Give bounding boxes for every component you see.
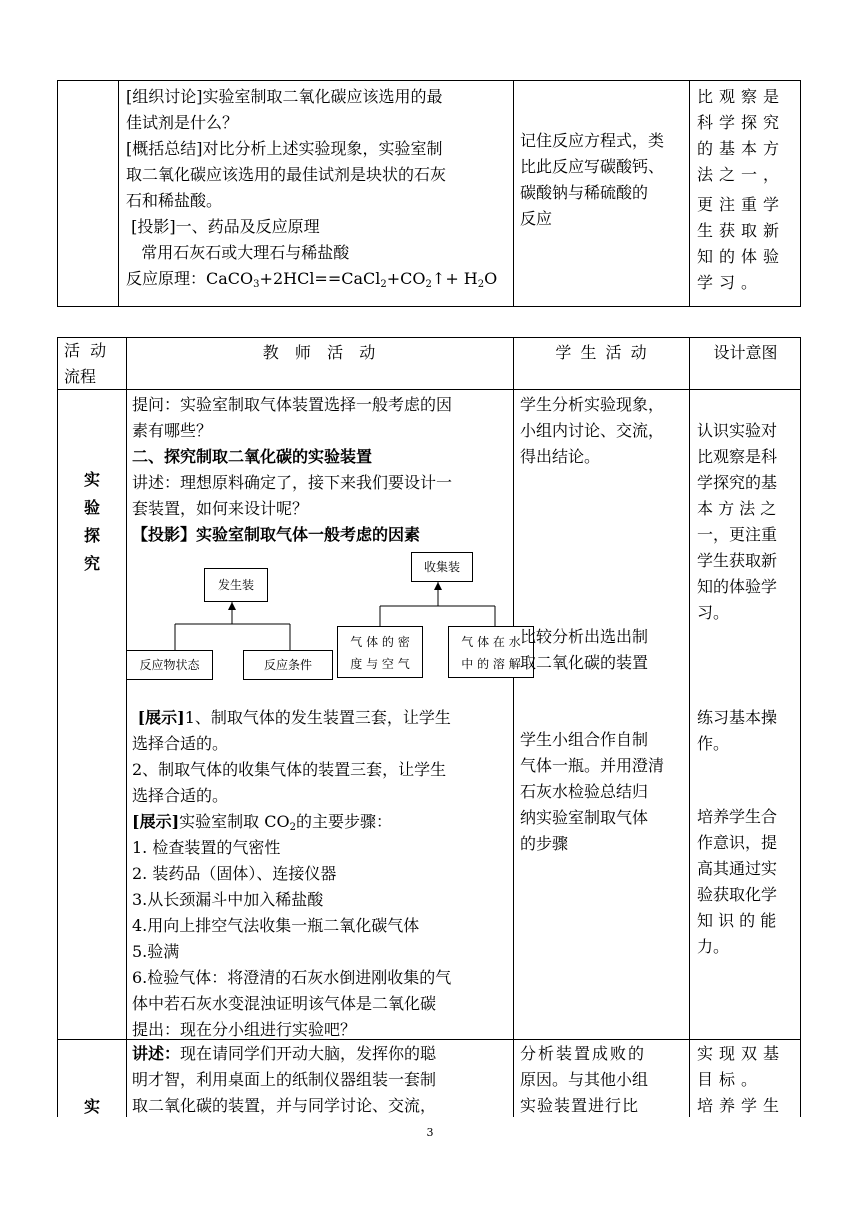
box-line: 气 体 在 水 — [461, 635, 521, 649]
text-line: 一，更注重 — [697, 525, 778, 544]
text-line: 培养学生 — [697, 1096, 786, 1115]
box-line: 气 体 的 密 — [350, 635, 410, 649]
header-flow-line: 活 动 — [64, 341, 107, 360]
reactant-state-box: 反应物状态 — [126, 650, 213, 680]
text-line: 取二氧化碳的装置，并与同学讨论、交流， — [132, 1096, 437, 1115]
text-line: 分析装置成败的 — [520, 1044, 647, 1063]
text-line: 实验装置进行比 — [520, 1096, 640, 1115]
text-line: 选择合适的。 — [132, 786, 229, 805]
text-line: 培养学生合 — [697, 807, 778, 826]
text-line: 3.从长颈漏斗中加入稀盐酸 — [132, 890, 324, 909]
text-line: 比较分析出选出制 — [520, 627, 649, 646]
text-line: 气体一瓶。并用澄清 — [520, 756, 665, 775]
student-activity-a — [520, 392, 688, 470]
teacher-activity-bottom — [132, 705, 512, 1043]
text-line: 常用石灰石或大理石与稀盐酸 — [126, 243, 350, 262]
text-line: 讲述：理想原料确定了，接下来我们要设计一 — [132, 473, 453, 492]
box-line: 中 的 溶 解 — [461, 657, 521, 671]
text-line: 反应 — [520, 209, 553, 228]
text-line: 碳酸钠与稀硫酸的 — [520, 183, 649, 202]
text-line: 学生分析实验现象， — [520, 395, 665, 414]
text-line: 2. 装药品（固体）、连接仪器 — [132, 864, 337, 883]
text-line: [投影]一、药品及反应原理 — [126, 217, 320, 236]
text-line: 提问：实验室制取气体装置选择一般考虑的因 — [132, 395, 453, 414]
header-flow-line: 流程 — [64, 367, 97, 386]
text-line: 提出：现在分小组进行实验吧？ — [132, 1020, 357, 1039]
text-line: 作。 — [697, 734, 730, 753]
text-line: 法之一， — [697, 165, 786, 184]
text-line: 讲述：现在请同学们开动大脑，发挥你的聪 — [132, 1044, 437, 1063]
text-line: 科学探究 — [697, 113, 786, 132]
text-line: 本 方 法 之 — [697, 499, 777, 518]
text-line: 得出结论。 — [520, 447, 601, 466]
stage-char: 探 — [83, 526, 100, 545]
text-line: 套装置，如何来设计呢？ — [132, 499, 309, 518]
gas-density-box — [337, 626, 423, 678]
text-line: 比观察是 — [697, 87, 786, 106]
text-line: 6.检验气体：将澄清的石灰水倒进刚收集的气 — [132, 968, 452, 987]
text-line: 比观察是科 — [697, 447, 778, 466]
header-teacher: 教 师 活 动 — [262, 343, 378, 362]
reaction-equation: 反应原理：$CaCO_3+2HCl==CaCl_2+CO_2↑+ H_2O$ — [126, 269, 498, 290]
text-line: 取二氧化碳应该选用的最佳试剂是块状的石灰 — [126, 165, 447, 184]
teacher-activity-cell — [126, 84, 510, 292]
text-line: 比此反应写碳酸钙、 — [520, 157, 665, 176]
text-line: 目标。 — [697, 1070, 764, 1089]
text-line: 原因。与其他小组 — [520, 1070, 649, 1089]
text-line: 验获取化学 — [697, 885, 778, 904]
text-line: [概括总结]对比分析上述实验现象，实验室制 — [126, 139, 443, 158]
show-label: [展示] — [132, 708, 185, 727]
text-line: 知 识 的 能 — [697, 911, 777, 930]
text-line: 纳实验室制取气体 — [520, 808, 649, 827]
design-intent-b — [697, 705, 799, 757]
text-line: [组织讨论]实验室制取二氧化碳应该选用的最 — [126, 87, 443, 106]
text-line: 力。 — [697, 937, 730, 956]
show-text: 实验室制取 CO — [179, 812, 290, 831]
show-text: 1、制取气体的发生装置三套，让学生 — [184, 708, 451, 727]
design-intent-row2 — [697, 1041, 799, 1119]
stage-label-row2: 实 — [83, 1097, 100, 1116]
student-activity-cell — [520, 128, 686, 232]
text-line: 的基本方 — [697, 139, 786, 158]
text-line: 知的体验 — [697, 247, 786, 266]
text-line: 学探究的基 — [697, 473, 778, 492]
text-line: 石和稀盐酸。 — [126, 191, 223, 210]
text-line: 石灰水检验总结归 — [520, 782, 649, 801]
student-activity-b — [520, 624, 688, 676]
teacher-activity-top — [132, 392, 512, 548]
text-line: 的步骤 — [520, 834, 569, 853]
text-line: 练习基本操 — [697, 708, 778, 727]
text-line: 生获取新 — [697, 221, 786, 240]
text-line: [展示]实验室制取 $CO_2$的主要步骤： — [132, 812, 392, 833]
stage-char: 验 — [83, 498, 100, 517]
projection-heading: 【投影】实验室制取气体一般考虑的因素 — [132, 525, 421, 544]
text-line: 2、制取气体的收集气体的装置三套，让学生 — [132, 760, 447, 779]
text-line: 作意识，提 — [697, 833, 778, 852]
stage-char: 究 — [83, 554, 100, 573]
text-line: 小组内讨论、交流， — [520, 421, 665, 440]
box-line: 度 与 空 气 — [350, 657, 410, 671]
stage-label — [57, 466, 127, 578]
text-line: 4.用向上排空气法收集一瓶二氧化碳气体 — [132, 916, 420, 935]
text-line: 佳试剂是什么？ — [126, 113, 239, 132]
page-number: 3 — [426, 1126, 434, 1139]
narration-label: 讲述： — [132, 1044, 181, 1063]
text-line — [132, 705, 512, 731]
stage-char: 实 — [83, 470, 100, 489]
collection-device-box: 收集装 — [411, 552, 473, 582]
reaction-condition-box: 反应条件 — [243, 650, 333, 680]
header-flow — [64, 338, 124, 390]
text-line: 体中若石灰水变混浊证明该气体是二氧化碳 — [132, 994, 437, 1013]
text-line: 素有哪些？ — [132, 421, 213, 440]
header-student: 学 生 活 动 — [555, 343, 649, 362]
text-line: 知的体验学 — [697, 577, 778, 596]
header-intent: 设计意图 — [713, 343, 778, 362]
text-line: 学生获取新 — [697, 551, 778, 570]
student-activity-row2 — [520, 1041, 688, 1119]
text-line: 明才智，利用桌面上的纸制仪器组装一套制 — [132, 1070, 437, 1089]
text-line: 高其通过实 — [697, 859, 778, 878]
text-line: 取二氧化碳的装置 — [520, 653, 649, 672]
text-line: 选择合适的。 — [132, 734, 229, 753]
design-intent-a — [697, 418, 799, 626]
text-line: 学习。 — [697, 273, 764, 292]
teacher-activity-row2 — [132, 1041, 512, 1119]
text-line: 5.验满 — [132, 942, 180, 961]
text-line: 认识实验对 — [697, 421, 778, 440]
show-label: [展示] — [132, 812, 180, 831]
design-intent-c — [697, 804, 799, 960]
text-line: 实现双基 — [697, 1044, 786, 1063]
design-intent-cell — [697, 84, 797, 296]
text-line: 学生小组合作自制 — [520, 730, 649, 749]
student-activity-c — [520, 727, 688, 857]
text-line: 习。 — [697, 603, 730, 622]
text-line: 记住反应方程式，类 — [520, 131, 665, 150]
text-line: 1. 检查装置的气密性 — [132, 838, 281, 857]
text-line: 更注重学 — [697, 195, 786, 214]
section-heading: 二、探究制取二氧化碳的实验装置 — [132, 447, 373, 466]
generation-device-box: 发生装 — [204, 568, 268, 602]
